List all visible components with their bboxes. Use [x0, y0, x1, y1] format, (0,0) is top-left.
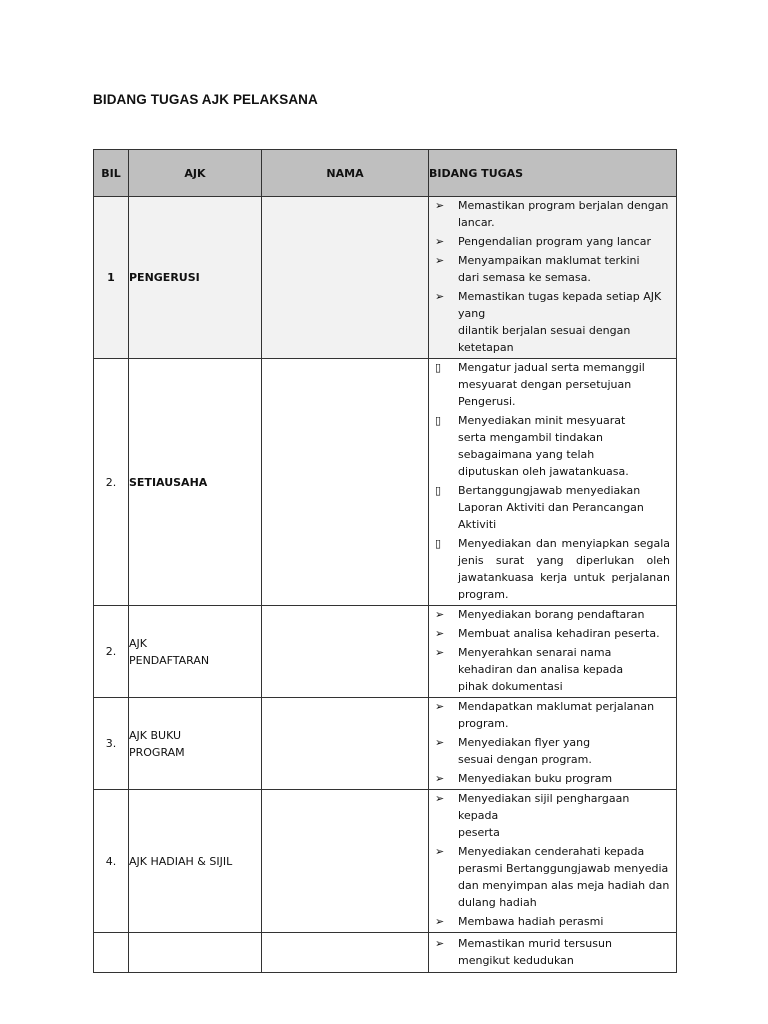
task-item [429, 698, 676, 732]
ajk-line: PENDAFTARAN [129, 653, 210, 667]
task-item [429, 913, 676, 930]
cell-nama [262, 606, 429, 698]
bullet-arrow-icon: ➢ [435, 772, 445, 785]
bullet-arrow-icon: ➢ [435, 627, 445, 640]
cell-nama [262, 197, 429, 359]
table-row [94, 933, 677, 973]
cell-bidang-tugas [429, 933, 677, 973]
task-list [429, 698, 676, 787]
cell-ajk [129, 606, 262, 698]
task-line: pihak dokumentasi [458, 680, 563, 693]
task-line: program. [458, 588, 509, 601]
bullet-arrow-icon: ▯ [435, 414, 442, 427]
task-list [429, 359, 676, 603]
page-title: BIDANG TUGAS AJK PELAKSANA [93, 92, 318, 107]
cell-bidang-tugas [429, 606, 677, 698]
task-item [429, 644, 676, 695]
task-line: Aktiviti [458, 518, 497, 531]
task-line: Bertanggungjawab menyediakan [458, 484, 641, 497]
ajk-line: SETIAUSAHA [129, 475, 208, 489]
task-line: dilantik berjalan sesuai dengan [458, 324, 631, 337]
bullet-arrow-icon: ➢ [435, 792, 445, 805]
ajk-line: AJK [129, 636, 147, 650]
task-line: program. [458, 717, 509, 730]
table-row [94, 359, 677, 606]
header-ajk: AJK [129, 150, 262, 197]
task-line: lancar. [458, 216, 495, 229]
ajk-line: PENGERUSI [129, 271, 200, 284]
task-line: dari semasa ke semasa. [458, 271, 591, 284]
task-line: Mengatur jadual serta memanggil [458, 361, 645, 374]
task-line: Menyediakan minit mesyuarat [458, 414, 626, 427]
task-line: Menyerahkan senarai nama [458, 646, 612, 659]
task-item [429, 359, 676, 410]
cell-ajk [129, 790, 262, 933]
task-line: Memastikan program berjalan dengan [458, 199, 669, 212]
table-row [94, 790, 677, 933]
bullet-arrow-icon: ➢ [435, 915, 445, 928]
cell-nama [262, 359, 429, 606]
task-line: dulang hadiah [458, 896, 537, 909]
cell-ajk [129, 197, 262, 359]
task-item [429, 412, 676, 480]
task-item [429, 843, 676, 911]
task-line: sebagaimana yang telah [458, 448, 595, 461]
table-row [94, 197, 677, 359]
bullet-arrow-icon: ➢ [435, 700, 445, 713]
cell-nama [262, 933, 429, 973]
ajk-line: PROGRAM [129, 745, 185, 759]
task-item [429, 734, 676, 768]
table-header-row [94, 150, 677, 197]
bullet-arrow-icon: ▯ [435, 484, 442, 497]
cell-nama [262, 698, 429, 790]
cell-bil: 2. [94, 606, 129, 698]
task-item [429, 197, 676, 231]
task-line: Membuat analisa kehadiran peserta. [458, 627, 660, 640]
task-line: kehadiran dan analisa kepada [458, 663, 624, 676]
cell-bil: 2. [94, 359, 129, 606]
task-line: Menyampaikan maklumat terkini [458, 254, 640, 267]
task-item [429, 252, 676, 286]
task-item [429, 606, 676, 623]
task-line: Membawa hadiah perasmi [458, 915, 604, 928]
cell-bidang-tugas [429, 197, 677, 359]
task-line: Mendapatkan maklumat perjalanan [458, 700, 655, 713]
bullet-arrow-icon: ➢ [435, 254, 445, 267]
bullet-arrow-icon: ➢ [435, 646, 445, 659]
task-item [429, 790, 676, 841]
task-item [429, 288, 676, 356]
ajk-line: AJK BUKU [129, 728, 182, 742]
cell-ajk [129, 933, 262, 973]
task-line: Pengendalian program yang lancar [458, 235, 651, 248]
header-bil: BIL [94, 150, 129, 197]
bullet-arrow-icon: ➢ [435, 845, 445, 858]
cell-bil: 1 [94, 197, 129, 359]
bullet-arrow-icon: ➢ [435, 936, 445, 950]
task-item [429, 535, 676, 603]
cell-ajk [129, 698, 262, 790]
bullet-arrow-icon: ➢ [435, 608, 445, 621]
bullet-arrow-icon: ➢ [435, 736, 445, 749]
task-line: diputuskan oleh jawatankuasa. [458, 465, 629, 478]
task-list [429, 790, 676, 930]
table-row [94, 606, 677, 698]
task-line: jenis surat yang diperlukan oleh [458, 554, 670, 567]
task-line: Laporan Aktiviti dan Perancangan [458, 501, 644, 514]
cell-bidang-tugas [429, 359, 677, 606]
task-line: dan menyimpan alas meja hadiah dan [458, 879, 670, 892]
cell-bil [94, 933, 129, 973]
bullet-arrow-icon: ➢ [435, 199, 445, 212]
task-line: sesuai dengan program. [458, 753, 592, 766]
task-line: Menyediakan sijil penghargaan kepada [458, 792, 630, 822]
task-list [429, 935, 676, 969]
cell-ajk [129, 359, 262, 606]
table-row [94, 698, 677, 790]
task-line: peserta [458, 826, 500, 839]
cell-bidang-tugas [429, 790, 677, 933]
header-bidang-tugas: BIDANG TUGAS [429, 150, 677, 197]
task-line: Pengerusi. [458, 395, 516, 408]
task-list [429, 606, 676, 695]
task-line: Menyediakan borang pendaftaran [458, 608, 645, 621]
bullet-arrow-icon: ▯ [435, 361, 442, 374]
task-line: jawatankuasa kerja untuk perjalanan [458, 571, 670, 584]
cell-bil: 3. [94, 698, 129, 790]
task-line: mengikut kedudukan [458, 953, 574, 967]
task-list [429, 197, 676, 356]
task-item [429, 233, 676, 250]
task-line: Memastikan tugas kepada setiap AJK [458, 290, 662, 303]
task-line: perasmi Bertanggungjawab menyedia [458, 862, 669, 875]
task-item [429, 482, 676, 533]
task-line: Menyediakan cenderahati kepada [458, 845, 645, 858]
task-item [429, 625, 676, 642]
task-item [429, 935, 676, 969]
bullet-arrow-icon: ➢ [435, 235, 445, 248]
cell-nama [262, 790, 429, 933]
cell-bil: 4. [94, 790, 129, 933]
task-line: Menyediakan buku program [458, 772, 613, 785]
task-line: Menyediakan dan menyiapkan segala [458, 537, 670, 550]
bullet-arrow-icon: ➢ [435, 290, 445, 303]
cell-bidang-tugas [429, 698, 677, 790]
header-nama: NAMA [262, 150, 429, 197]
task-line: ketetapan [458, 341, 514, 354]
task-line: mesyuarat dengan persetujuan [458, 378, 632, 391]
duty-table [93, 149, 677, 973]
ajk-line: AJK HADIAH & SIJIL [129, 854, 233, 868]
bullet-arrow-icon: ▯ [435, 537, 442, 550]
task-line: Memastikan murid tersusun [458, 936, 612, 950]
task-line: yang [458, 307, 486, 320]
task-line: serta mengambil tindakan [458, 431, 604, 444]
task-line: Menyediakan flyer yang [458, 736, 591, 749]
task-item [429, 770, 676, 787]
